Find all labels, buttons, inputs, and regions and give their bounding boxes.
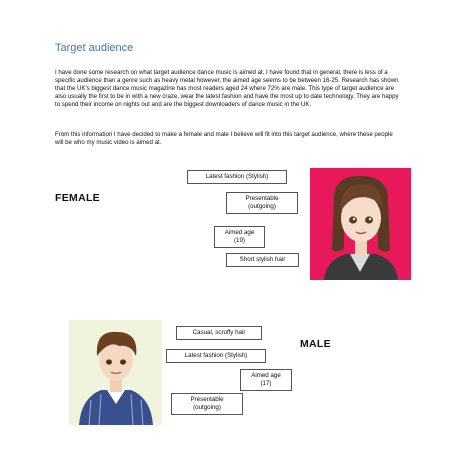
- male-avatar-right-eye: [120, 359, 126, 364]
- female-avatar-right-eye: [365, 216, 373, 223]
- male-box-fashion: Latest fashion (Stylish): [166, 349, 266, 363]
- female-avatar-left-eye: [349, 216, 357, 223]
- female-label: FEMALE: [55, 192, 100, 204]
- male-box-hair: Casual, scruffy hair: [176, 326, 262, 340]
- male-avatar-left-eye: [106, 359, 112, 364]
- male-avatar: [69, 320, 162, 425]
- female-box-age: Aimed age (19): [214, 226, 265, 248]
- research-paragraph: I have done some research on what target audience dance music is aimed at. I have found that in general, there is less of a specific audience than a genre such as heavy metal however, the aimed age seems to be between 16-25. Research has shown that the UK's biggest dance music magazine has most readers aged 24 where 72% are male. This type of target audience are also usually the first to be in with a new craze, wear the latest fashion and have the most up to date technology. They are happy to spend their income on nights out and are the biggest downloaders of dance music in the UK.: [55, 69, 399, 109]
- female-box-fashion: Latest fashion (Stylish): [187, 170, 287, 184]
- female-box-presentable: Presentable (outgoing): [226, 192, 298, 214]
- male-box-age: Aimed age (17): [240, 369, 292, 391]
- female-box-hair: Short stylish hair: [226, 253, 299, 267]
- page-heading: Target audience: [55, 42, 134, 54]
- conclusion-paragraph: From this information I have decided to make a female and male I believe will fit into this target audience, where these people will be who my music video is aimed at.: [55, 131, 393, 147]
- male-label: MALE: [300, 338, 331, 350]
- male-box-presentable: Presentable (outgoing): [171, 393, 243, 415]
- female-avatar-neck: [355, 240, 367, 256]
- female-avatar: [310, 168, 411, 280]
